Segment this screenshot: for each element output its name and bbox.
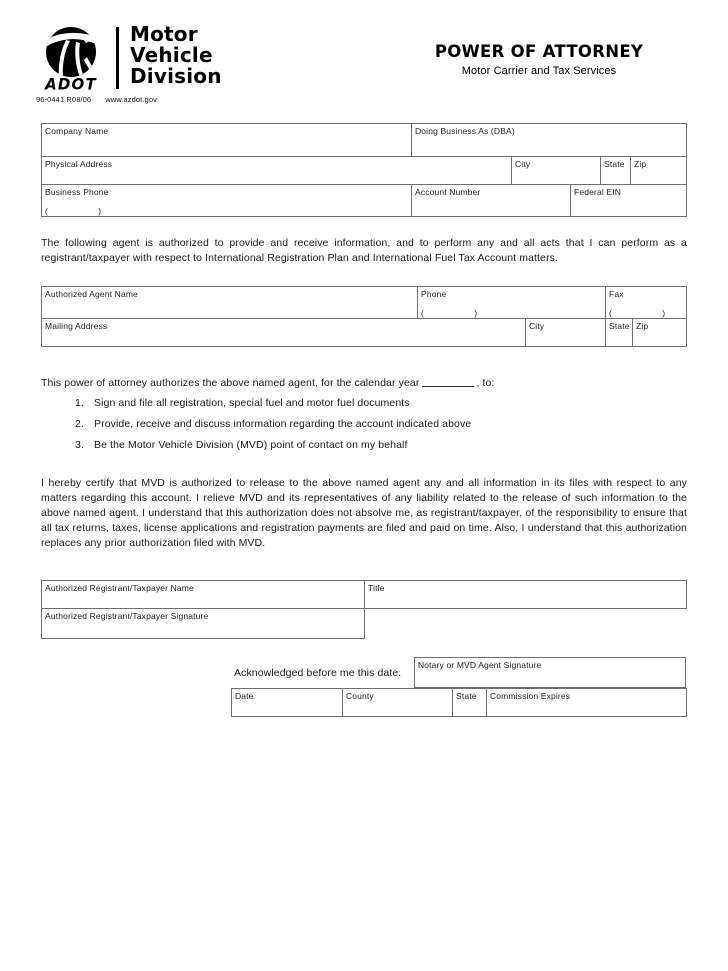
state-label: State: [604, 159, 625, 169]
document-header: [0, 0, 728, 112]
company-information-table: [41, 123, 687, 217]
table-row: [42, 185, 687, 217]
table-row: [42, 581, 687, 609]
cell-agent-city[interactable]: [526, 319, 606, 347]
authorization-items: [41, 393, 687, 456]
cell-signature-empty: [365, 609, 687, 639]
adot-logo: [36, 26, 106, 92]
zip-label: Zip: [634, 159, 647, 169]
mailing-address-label: Mailing Address: [45, 321, 108, 331]
table-row: [42, 157, 687, 185]
agency-name-line-3: Division: [130, 64, 222, 88]
paren-open: (: [609, 308, 614, 318]
agency-name: [130, 24, 222, 87]
account-number-label: Account Number: [415, 187, 481, 197]
certification-paragraph: I hereby certify that MVD is authorized to release to the above named agent any and all information in its files with respect to any matters regarding this account. I relieve MVD and its representatives of any liability related to the release of such information to the above named agent. I understand that this authorization does not absolve me, as registrant/taxpayer, of the responsibility to ensure that all tax returns, taxes, license applications and registration payments are filed and paid on time. Also, I understand that this authorization replaces any prior authorization filed with MVD.: [41, 477, 687, 549]
agent-zip-label: Zip: [636, 321, 649, 331]
cell-dba[interactable]: [412, 124, 687, 157]
form-number: 96-0441 R08/06: [36, 95, 92, 104]
notary-signature-table: [414, 657, 686, 688]
cell-physical-address[interactable]: [42, 157, 512, 185]
table-row: [415, 658, 686, 688]
authorization-lead-before: This power of attorney authorizes the above named agent, for the calendar year: [41, 377, 420, 389]
paren-open: (: [45, 206, 50, 216]
dba-label: Doing Business As (DBA): [415, 126, 515, 136]
cell-account-number[interactable]: [412, 185, 571, 217]
agency-website: www.azdot.gov: [105, 95, 157, 104]
page-subtitle: Motor Carrier and Tax Services: [461, 65, 617, 77]
notary-state-label: State: [456, 691, 477, 701]
table-row: [42, 319, 687, 347]
cell-mailing-address[interactable]: [42, 319, 526, 347]
cell-notary-state[interactable]: [453, 689, 487, 717]
paren-close: ): [474, 308, 480, 318]
cell-notary-county[interactable]: [343, 689, 453, 717]
cell-state[interactable]: [601, 157, 631, 185]
cell-zip[interactable]: [631, 157, 687, 185]
business-phone-label: Business Phone: [45, 187, 109, 197]
agency-branding: [36, 22, 222, 94]
cell-company-name[interactable]: [42, 124, 412, 157]
table-row: [42, 287, 687, 319]
agent-city-label: City: [529, 321, 545, 331]
agent-information-table: [41, 286, 687, 347]
brand-divider: [116, 27, 119, 89]
cell-agent-zip[interactable]: [633, 319, 687, 347]
agent-phone-label: Phone: [421, 289, 447, 299]
notary-signature-label: Notary or MVD Agent Signature: [418, 660, 542, 670]
agent-fax-label: Fax: [609, 289, 624, 299]
cell-registrant-name[interactable]: [42, 581, 365, 609]
physical-address-label: Physical Address: [45, 159, 113, 169]
registrant-name-label: Authorized Registrant/Taxpayer Name: [45, 583, 194, 593]
cell-notary-signature[interactable]: [415, 658, 686, 688]
authorization-lead: [41, 376, 687, 391]
list-item: 2. Provide, receive and discuss information regarding the account indicated above: [87, 414, 687, 435]
page-title: POWER OF ATTORNEY: [434, 42, 644, 61]
registrant-signature-label: Authorized Registrant/Taxpayer Signature: [45, 611, 209, 621]
company-name-label: Company Name: [45, 126, 109, 136]
list-item: 1. Sign and file all registration, special fuel and motor fuel documents: [87, 393, 687, 414]
commission-expires-label: Commission Expires: [490, 691, 571, 701]
paren-close: ): [662, 308, 668, 318]
table-row: [232, 689, 687, 717]
paren-close: ): [98, 206, 104, 216]
list-item: 3. Be the Motor Vehicle Division (MVD) point of contact on my behalf: [87, 435, 687, 456]
agent-state-label: State: [609, 321, 630, 331]
acknowledged-label: Acknowledged before me this date.: [234, 667, 402, 679]
cell-commission-expires[interactable]: [487, 689, 687, 717]
cell-federal-ein[interactable]: [571, 185, 687, 217]
agency-name-line-2: Vehicle: [130, 43, 213, 67]
title-label: Title: [368, 583, 385, 593]
agent-phone-parentheses: [421, 308, 605, 318]
county-label: County: [346, 691, 374, 701]
cell-agent-state[interactable]: [606, 319, 633, 347]
cell-agent-name[interactable]: [42, 287, 418, 319]
cell-title[interactable]: [365, 581, 687, 609]
cell-business-phone[interactable]: [42, 185, 412, 217]
intro-paragraph: The following agent is authorized to provide and receive information, and to perform any and all acts that I can perform as a registrant/taxpayer with respect to International Registration Plan and International Fuel Tax Account matters.: [41, 237, 687, 264]
paren-open: (: [421, 308, 426, 318]
cell-registrant-signature[interactable]: [42, 609, 365, 639]
agent-fax-parentheses: [609, 308, 686, 318]
calendar-year-blank[interactable]: [422, 386, 474, 387]
form-number-line: [36, 95, 157, 104]
phone-parentheses: [45, 206, 411, 216]
cell-agent-phone[interactable]: [418, 287, 606, 319]
adot-wordmark: ADOT: [45, 74, 97, 94]
date-label: Date: [235, 691, 254, 701]
agency-name-line-1: Motor: [130, 22, 198, 46]
cell-city[interactable]: [512, 157, 601, 185]
authorization-lead-after: , to:: [476, 377, 495, 389]
title-block: [350, 42, 728, 77]
table-row: [42, 609, 687, 639]
table-row: [42, 124, 687, 157]
agent-name-label: Authorized Agent Name: [45, 289, 138, 299]
city-label: City: [515, 159, 531, 169]
cell-agent-fax[interactable]: [606, 287, 687, 319]
federal-ein-label: Federal EIN: [574, 187, 622, 197]
adot-highway-emblem-icon: [40, 26, 102, 78]
notary-details-table: [231, 688, 687, 717]
registrant-signature-table: [41, 580, 687, 639]
cell-notary-date[interactable]: [232, 689, 343, 717]
